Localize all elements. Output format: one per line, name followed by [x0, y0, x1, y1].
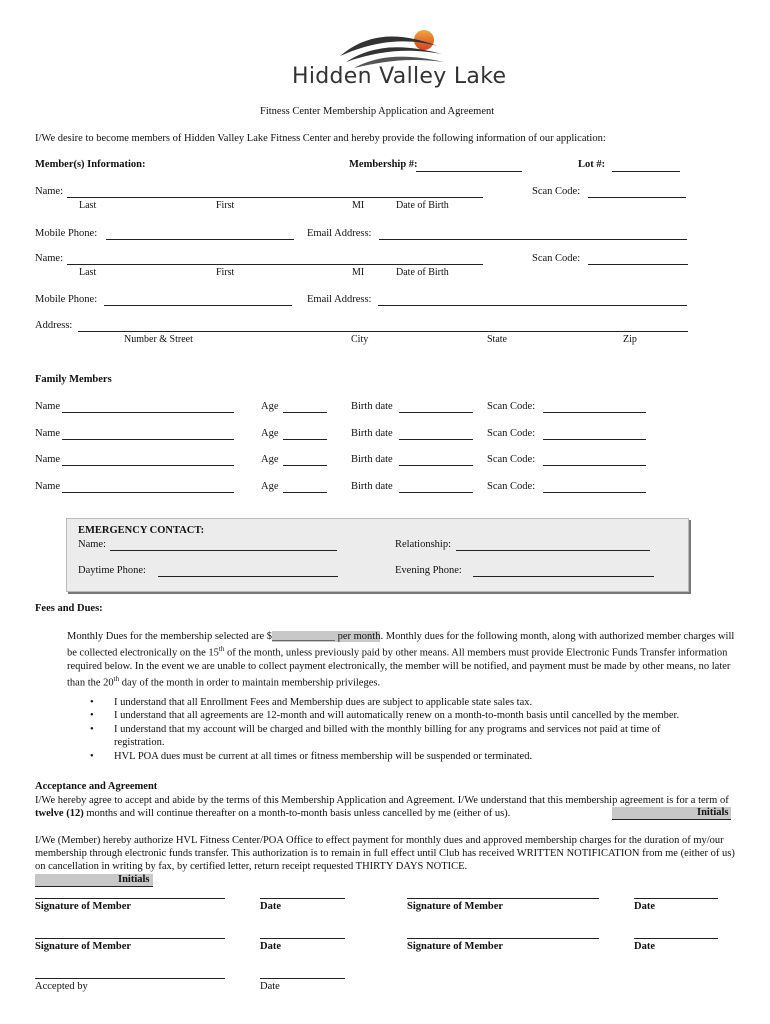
family-name-label: Name — [35, 428, 61, 439]
sub-last: Last — [79, 267, 97, 278]
family-row — [0, 401, 770, 415]
acceptance-text-a: I/We hereby agree to accept and abide by the terms of this Membership Application and Agreement. I/We understand that this membership agreement is for a term of — [35, 795, 729, 806]
family-scan-field[interactable] — [543, 492, 646, 493]
signature-label: Signature of Member — [407, 941, 504, 952]
family-age-label: Age — [261, 481, 279, 492]
member2-scan-label: Scan Code: — [532, 253, 581, 264]
family-scan-field[interactable] — [543, 465, 646, 466]
signature-label: Signature of Member — [35, 941, 132, 952]
member1-email-field[interactable] — [379, 239, 687, 240]
sub-last: Last — [79, 200, 97, 211]
emergency-day-phone-field[interactable] — [158, 576, 338, 577]
family-birth-field[interactable] — [399, 439, 473, 440]
signature-line[interactable] — [35, 898, 225, 899]
family-scan-field[interactable] — [543, 412, 646, 413]
sub-street: Number & Street — [124, 334, 193, 345]
member1-email-label: Email Address: — [307, 228, 372, 239]
bullet-item: • I understand that my account will be charged and billed with the monthly billing for any programs and services not paid at time of registration. — [90, 723, 730, 750]
member1-mobile-field[interactable] — [106, 239, 294, 240]
address-field[interactable] — [78, 331, 688, 332]
family-scan-field[interactable] — [543, 439, 646, 440]
membership-number-label: Membership #: — [349, 159, 418, 170]
date-line[interactable] — [260, 898, 345, 899]
bullet-item: • HVL POA dues must be current at all times or fitness membership will be suspended or terminated. — [90, 750, 730, 763]
emergency-day-phone-label: Daytime Phone: — [78, 565, 146, 576]
member2-mobile-field[interactable] — [104, 305, 292, 306]
logo-text: Hidden Valley Lake — [292, 64, 507, 89]
family-scan-label: Scan Code: — [487, 401, 536, 412]
sub-first: First — [216, 267, 235, 278]
family-heading: Family Members — [35, 374, 112, 385]
initials-underline-1 — [612, 819, 731, 820]
signature-line[interactable] — [35, 938, 225, 939]
date-line[interactable] — [634, 898, 718, 899]
fees-heading: Fees and Dues: — [35, 603, 103, 614]
member2-email-label: Email Address: — [307, 294, 372, 305]
members-heading: Member(s) Information: — [35, 159, 146, 170]
accepted-by-line[interactable] — [35, 978, 225, 979]
date-label: Date — [634, 901, 655, 912]
signature-label: Signature of Member — [35, 901, 132, 912]
family-birth-field[interactable] — [399, 492, 473, 493]
intro-text: I/We desire to become members of Hidden Valley Lake Fitness Center and hereby provide the following information of our application: — [35, 133, 606, 144]
family-scan-label: Scan Code: — [487, 454, 536, 465]
sub-city: City — [351, 334, 369, 345]
family-scan-label: Scan Code: — [487, 428, 536, 439]
initials-label-2: Initials — [118, 874, 150, 885]
member1-scan-label: Scan Code: — [532, 186, 581, 197]
family-birth-field[interactable] — [399, 412, 473, 413]
emergency-contact-box — [66, 518, 689, 592]
family-name-label: Name — [35, 401, 61, 412]
emergency-name-label: Name: — [78, 539, 106, 550]
monthly-dues-field[interactable]: ____________ — [271, 631, 335, 642]
fees-text-c: . Monthly dues for the following month, along with authorized member charges will be collected electronically on the 15 — [67, 631, 735, 659]
family-birth-label: Birth date — [351, 428, 393, 439]
acceptance-term: twelve (12) — [35, 808, 84, 820]
acceptance-heading: Acceptance and Agreement — [35, 781, 158, 792]
emergency-relationship-field[interactable] — [456, 550, 650, 551]
member1-name-label: Name: — [35, 186, 63, 197]
signature-line[interactable] — [407, 938, 599, 939]
emergency-heading: EMERGENCY CONTACT: — [78, 525, 205, 536]
family-name-field[interactable] — [62, 439, 234, 440]
family-row — [0, 454, 770, 468]
emergency-evening-phone-field[interactable] — [473, 576, 654, 577]
emergency-name-field[interactable] — [110, 550, 337, 551]
sub-mi: MI — [352, 200, 365, 211]
member2-name-field[interactable] — [67, 264, 483, 265]
family-age-field[interactable] — [283, 412, 327, 413]
date-label: Date — [260, 901, 281, 912]
sub-dob: Date of Birth — [396, 267, 449, 278]
member1-name-field[interactable] — [67, 197, 483, 198]
family-age-label: Age — [261, 428, 279, 439]
family-birth-label: Birth date — [351, 481, 393, 492]
family-row — [0, 428, 770, 442]
family-name-field[interactable] — [62, 412, 234, 413]
member1-mobile-label: Mobile Phone: — [35, 228, 98, 239]
family-name-field[interactable] — [62, 465, 234, 466]
initials-underline-2 — [35, 886, 153, 887]
fees-bullet-list — [90, 696, 730, 763]
signature-label: Signature of Member — [407, 901, 504, 912]
member2-mobile-label: Mobile Phone: — [35, 294, 98, 305]
sub-zip: Zip — [623, 334, 637, 345]
date-line[interactable] — [634, 938, 718, 939]
family-name-label: Name — [35, 481, 61, 492]
family-age-field[interactable] — [283, 492, 327, 493]
emergency-relationship-label: Relationship: — [395, 539, 451, 550]
emergency-evening-phone-label: Evening Phone: — [395, 565, 462, 576]
family-age-label: Age — [261, 401, 279, 412]
family-age-field[interactable] — [283, 439, 327, 440]
accepted-date-line[interactable] — [260, 978, 345, 979]
sub-state: State — [487, 334, 507, 345]
family-birth-label: Birth date — [351, 454, 393, 465]
logo — [288, 26, 507, 96]
date-line[interactable] — [260, 938, 345, 939]
member1-scan-field[interactable] — [588, 197, 686, 198]
sub-first: First — [216, 200, 235, 211]
membership-number-field[interactable] — [416, 171, 522, 172]
fees-text-a: Monthly Dues for the membership selected are $ — [67, 631, 272, 642]
family-birth-field[interactable] — [399, 465, 473, 466]
family-age-label: Age — [261, 454, 279, 465]
per-month-text: per month — [334, 631, 381, 642]
accepted-by-label: Accepted by — [35, 981, 88, 992]
family-scan-label: Scan Code: — [487, 481, 536, 492]
family-name-field[interactable] — [62, 492, 234, 493]
acceptance-text-b: months and will continue thereafter on a month-to-month basis unless cancelled by me (either of us). — [83, 808, 511, 820]
initials-label-1: Initials — [697, 807, 729, 818]
family-name-label: Name — [35, 454, 61, 465]
signature-line[interactable] — [407, 898, 599, 899]
lot-number-label: Lot #: — [578, 159, 606, 170]
bullet-item: • I understand that all Enrollment Fees and Membership dues are subject to applicable state sales tax. — [90, 696, 730, 709]
sub-dob: Date of Birth — [396, 200, 449, 211]
fees-superscript: th — [113, 675, 120, 684]
member2-email-field[interactable] — [378, 305, 687, 306]
fees-paragraph — [67, 630, 735, 690]
address-label: Address: — [35, 320, 73, 331]
page-title: Fitness Center Membership Application and Agreement — [260, 106, 495, 117]
fees-text-d: of the month, unless previously paid by other means. All members must provide Electronic Funds Transfer information required below. In the event we are unable to collect payment electronically, the member will be notified, and payment must be made by other means, no later than the 20 — [67, 647, 731, 689]
fees-text-e: day of the month in order to maintain membership privileges. — [119, 677, 381, 689]
bullet-item: • I understand that all agreements are 12-month and will automatically renew on a month-to-month basis until cancelled by the member. — [90, 709, 730, 722]
family-birth-label: Birth date — [351, 401, 393, 412]
authorization-paragraph: I/We (Member) hereby authorize HVL Fitness Center/POA Office to effect payment for monthly dues and approved membership charges for the duration of my/our membership through electronic funds transfer. This authorization is to remain in full effect until Club has received WRITTEN NOTIFICATION from me (either of us) on cancellation in writing by fax, by certified letter, return receipt requested THIRTY DAYS NOTICE. — [35, 835, 735, 873]
member2-name-label: Name: — [35, 253, 63, 264]
sub-mi: MI — [352, 267, 365, 278]
member2-scan-field[interactable] — [588, 264, 688, 265]
lot-number-field[interactable] — [612, 171, 680, 172]
accepted-date-label: Date — [260, 981, 280, 992]
fees-superscript: th — [218, 645, 225, 654]
family-row — [0, 481, 770, 495]
family-age-field[interactable] — [283, 465, 327, 466]
date-label: Date — [634, 941, 655, 952]
date-label: Date — [260, 941, 281, 952]
